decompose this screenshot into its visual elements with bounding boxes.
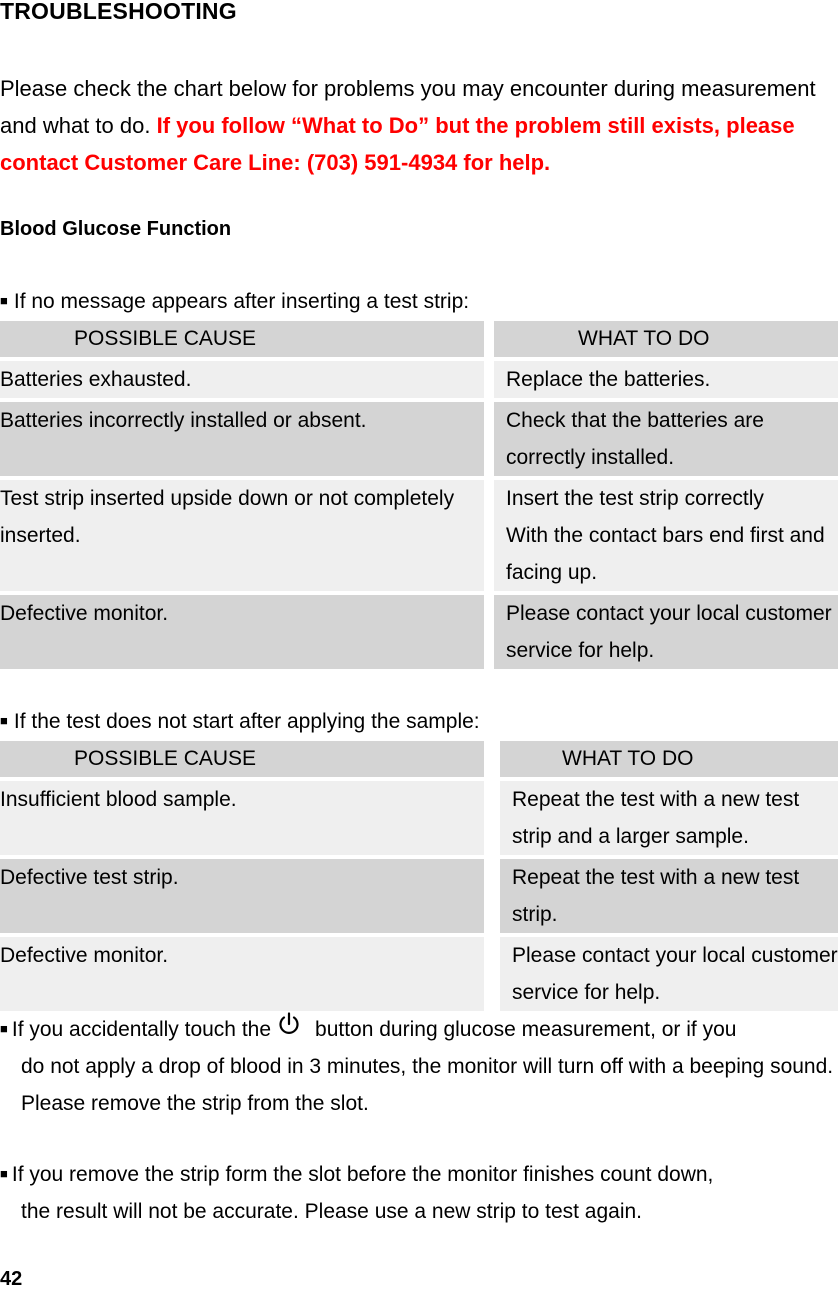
action-cell: Replace the batteries. (494, 361, 838, 398)
table-row (0, 402, 838, 476)
bullet-icon: ■ (0, 1021, 8, 1036)
action-cell: Please contact your local customer service for help. (494, 595, 838, 669)
table1-lead (0, 290, 469, 314)
table-row (0, 859, 838, 933)
note2-first: If you remove the strip form the slot before the monitor finishes count down, (11, 1163, 714, 1186)
note-power-button (0, 1010, 838, 1122)
header-possible-cause: POSSIBLE CAUSE (0, 321, 484, 357)
table-row (0, 937, 838, 1011)
page-title: TROUBLESHOOTING (0, 0, 237, 24)
table-row (0, 595, 838, 669)
header-what-to-do: WHAT TO DO (494, 321, 838, 357)
cause-cell: Test strip inserted upside down or not completely inserted. (0, 480, 484, 591)
action-line-2: With the contact bars end first and facing up. (506, 524, 825, 584)
note-remove-strip (0, 1155, 838, 1230)
header-what-to-do: WHAT TO DO (500, 741, 838, 777)
section-heading: Blood Glucose Function (0, 218, 232, 240)
cause-cell: Defective test strip. (0, 859, 484, 933)
action-cell: Repeat the test with a new test strip. (500, 859, 838, 933)
bullet-icon: ■ (0, 1166, 8, 1181)
table-row (0, 480, 838, 591)
table-row (0, 361, 838, 398)
bullet-icon: ■ (0, 713, 8, 728)
intro-text: Please check the chart below for problems you may encounter during measurement and what to do. (0, 76, 816, 138)
table2-troubleshooting (0, 737, 838, 1015)
note1-before-icon: If you accidentally touch the (11, 1018, 272, 1041)
header-possible-cause: POSSIBLE CAUSE (0, 741, 484, 777)
table2-lead (0, 710, 480, 734)
cause-cell: Batteries incorrectly installed or absent. (0, 402, 484, 476)
intro-contact-highlight: If you follow “What to Do” but the problem still exists, please contact Customer Care Line: (703) 591-4934 for help. (0, 113, 795, 175)
cause-cell: Defective monitor. (0, 937, 484, 1011)
table1-lead-text: If no message appears after inserting a test strip: (13, 290, 470, 313)
table2-lead-text: If the test does not start after applying the sample: (13, 710, 480, 733)
power-icon (277, 1012, 301, 1038)
note1-rest: do not apply a drop of blood in 3 minutes, the monitor will turn off with a beeping sound. Please remove the strip from the slot. (21, 1055, 834, 1115)
cause-cell: Insufficient blood sample. (0, 781, 484, 855)
cause-cell: Defective monitor. (0, 595, 484, 669)
intro-paragraph (0, 70, 836, 181)
page-number: 42 (0, 1268, 23, 1290)
table-header-row (0, 741, 838, 777)
bullet-icon: ■ (0, 293, 8, 308)
action-cell (494, 480, 838, 591)
cause-cell: Batteries exhausted. (0, 361, 484, 398)
action-cell: Check that the batteries are correctly installed. (494, 402, 838, 476)
table-row (0, 781, 838, 855)
action-cell: Repeat the test with a new test strip and a larger sample. (500, 781, 838, 855)
action-cell: Please contact your local customer service for help. (500, 937, 838, 1011)
table1-troubleshooting (0, 317, 838, 673)
note2-rest: the result will not be accurate. Please use a new strip to test again. (21, 1200, 643, 1223)
table-header-row (0, 321, 838, 357)
note1-after-icon: button during glucose measurement, or if you (315, 1018, 737, 1041)
action-line-1: Insert the test strip correctly (506, 487, 764, 510)
